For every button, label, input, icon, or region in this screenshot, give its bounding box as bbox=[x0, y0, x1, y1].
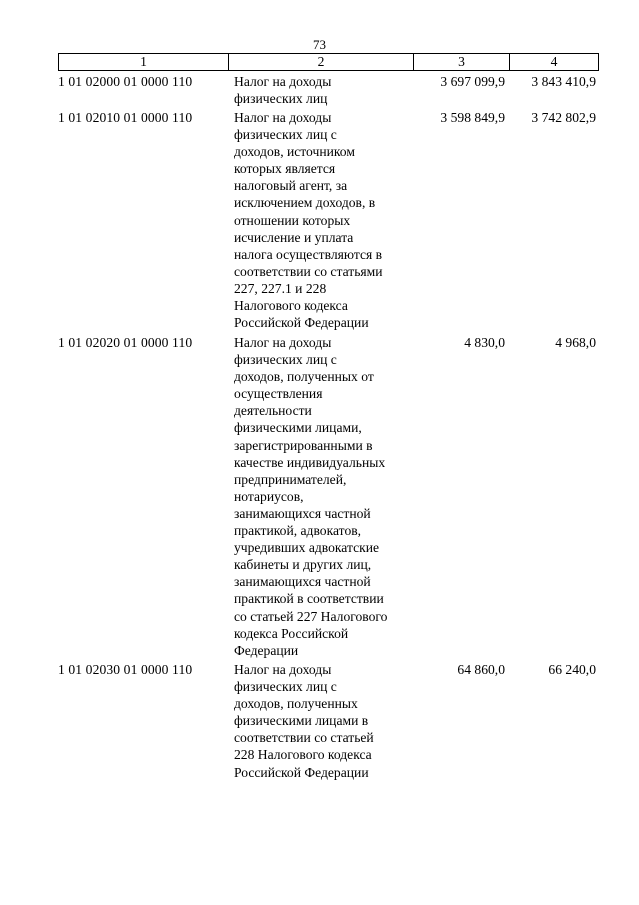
row-name-line: Налог на доходы bbox=[234, 110, 332, 125]
row-value-col4: 66 240,0 bbox=[548, 662, 596, 677]
row-name-line: практикой в соответствии bbox=[234, 591, 384, 607]
row-name-line: 227, 227.1 и 228 bbox=[234, 280, 327, 296]
row-code: 1 01 02010 01 0000 110 bbox=[58, 110, 193, 125]
row-name-line: деятельности bbox=[234, 403, 312, 419]
row-name-line: доходов, полученных от bbox=[234, 369, 374, 385]
row-name-line: кабинеты и других лиц, bbox=[234, 557, 372, 573]
row-value-col4: 4 968,0 bbox=[555, 335, 596, 350]
row-name-line: физических лиц bbox=[234, 91, 328, 107]
row-name-line: учредивших адвокатские bbox=[234, 540, 380, 556]
column-header-2: 2 bbox=[228, 54, 413, 70]
row-name-line: кодекса Российской bbox=[234, 625, 349, 641]
row-name-line: соответствии со статьями bbox=[234, 263, 383, 279]
row-name-line: 228 Налогового кодекса bbox=[234, 747, 372, 763]
row-value-col3: 3 598 849,9 bbox=[440, 110, 505, 125]
row-name-line: практикой, адвокатов, bbox=[234, 523, 362, 539]
row-name-line: Налог на доходы bbox=[234, 335, 332, 350]
row-name-line: отношении которых bbox=[234, 212, 351, 228]
row-code: 1 01 02000 01 0000 110 bbox=[58, 74, 193, 89]
row-name-line: Российской Федерации bbox=[234, 315, 369, 331]
row-value-col4: 3 843 410,9 bbox=[531, 74, 596, 89]
row-value-col4: 3 742 802,9 bbox=[531, 110, 596, 125]
row-name-line: налоговый агент, за bbox=[234, 178, 348, 194]
row-name-line: Российской Федерации bbox=[234, 764, 369, 780]
row-name-line: налога осуществляются в bbox=[234, 246, 383, 262]
row-name-line: осуществления bbox=[234, 386, 323, 402]
column-header-1: 1 bbox=[140, 54, 147, 69]
row-value-col3: 3 697 099,9 bbox=[440, 74, 505, 89]
row-name-line: нотариусов, bbox=[234, 488, 304, 504]
row-name bbox=[234, 73, 414, 107]
table-header bbox=[58, 53, 599, 71]
row-name-line: со статьей 227 Налогового bbox=[234, 608, 388, 624]
row-name bbox=[234, 109, 414, 331]
row-name-line: занимающихся частной bbox=[234, 505, 371, 521]
page-number: 73 bbox=[313, 37, 326, 52]
row-name-line: занимающихся частной bbox=[234, 574, 371, 590]
column-header-4: 4 bbox=[509, 54, 598, 70]
row-name-line: которых является bbox=[234, 161, 336, 177]
row-name-line: физическими лицами в bbox=[234, 713, 369, 729]
row-name-line: физических лиц с bbox=[234, 127, 337, 143]
row-name-line: физическими лицами, bbox=[234, 420, 362, 436]
row-name-line: зарегистрированными в bbox=[234, 437, 373, 453]
row-name bbox=[234, 661, 414, 781]
row-name-line: Налог на доходы bbox=[234, 74, 332, 89]
row-value-col3: 4 830,0 bbox=[464, 335, 505, 350]
row-name-line: исчисление и уплата bbox=[234, 229, 354, 245]
row-name-line: соответствии со статьей bbox=[234, 730, 374, 746]
row-code: 1 01 02020 01 0000 110 bbox=[58, 335, 193, 350]
row-name-line: предпринимателей, bbox=[234, 471, 347, 487]
row-name-line: доходов, полученных bbox=[234, 696, 358, 712]
row-name-line: доходов, источником bbox=[234, 144, 355, 160]
row-name-line: Налог на доходы bbox=[234, 662, 332, 677]
row-name-line: физических лиц с bbox=[234, 352, 337, 368]
row-name-line: Налогового кодекса bbox=[234, 298, 348, 314]
row-name-line: исключением доходов, в bbox=[234, 195, 376, 211]
row-name-line: Федерации bbox=[234, 642, 299, 658]
row-name-line: качестве индивидуальных bbox=[234, 454, 386, 470]
row-code: 1 01 02030 01 0000 110 bbox=[58, 662, 193, 677]
row-name-line: физических лиц с bbox=[234, 679, 337, 695]
row-name bbox=[234, 334, 414, 659]
column-header-3: 3 bbox=[413, 54, 509, 70]
row-value-col3: 64 860,0 bbox=[457, 662, 505, 677]
